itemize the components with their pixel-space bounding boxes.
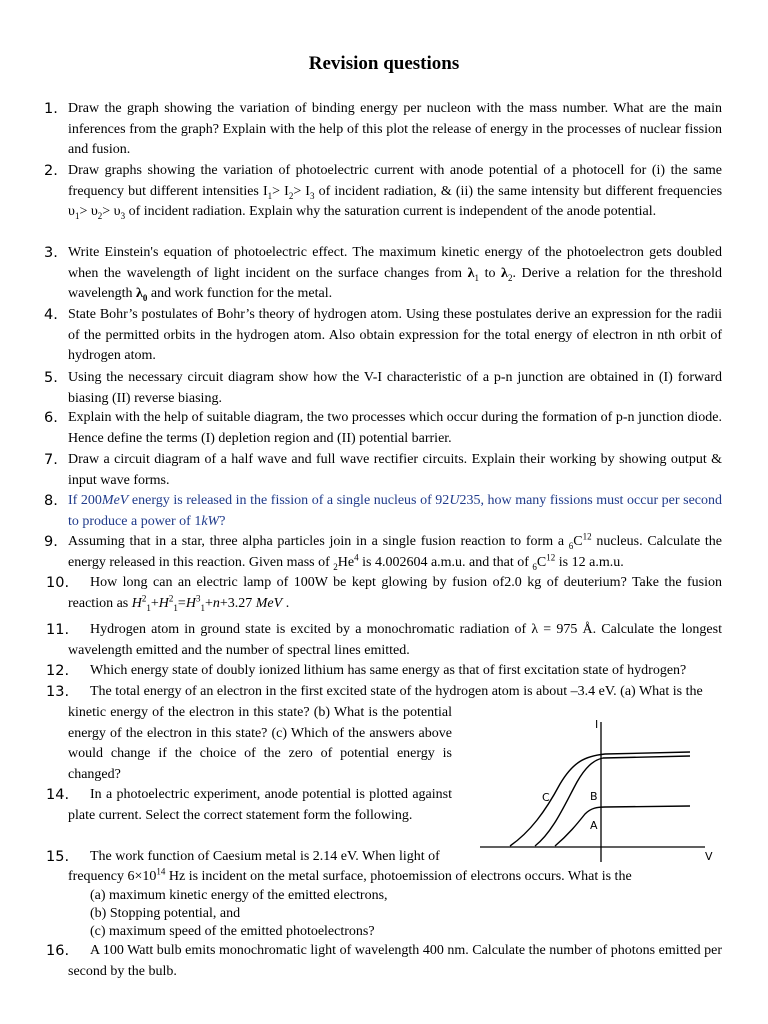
question-text: > I (293, 183, 310, 199)
question-6 (44, 408, 722, 449)
part-c: (c) maximum speed of the emitted photoelectrons? (90, 924, 375, 939)
lambda-symbol: λ (501, 265, 508, 281)
question-text: State Bohr’s postulates of Bohr’s theory of hydrogen atom. Using these postulates derive an expression for the radii of the permitted orbits in the hydrogen atom. Also obtain expression for the total energy of electron in nth orbit of hydrogen atom. (68, 307, 722, 364)
subscript: 1 (74, 210, 80, 221)
curve-a (555, 806, 690, 846)
question-text: nucleus. Calculate the energy released in this reaction. Given mass of (68, 534, 723, 570)
question-number: 13. (46, 684, 70, 700)
atomic-number: 6 (532, 561, 537, 572)
question-text: A 100 Watt bulb emits monochromatic light of wavelength 400 nm. Calculate the number of photons emitted per second by the bulb. (68, 943, 722, 979)
question-text: is 12 a.m.u. (555, 554, 624, 570)
question-text: Hydrogen atom in ground state is excited by a monochromatic radiation of λ = 975 Å. Calculate the longest wavelength emitted and the number of spectral lines emitted. (68, 622, 722, 658)
element-symbol: C (573, 534, 583, 549)
part-a: (a) maximum kinetic energy of the emitted electrons, (90, 888, 388, 903)
question-text: If 200 (68, 493, 102, 508)
unit-kw: kW (201, 513, 220, 529)
question-text: Draw a circuit diagram of a half wave and full wave rectifier circuits. Explain their working by showing output & input wave forms. (68, 452, 722, 488)
question-number: 11. (46, 622, 70, 638)
question-text: and work function for the metal. (147, 286, 333, 302)
question-text: energy is released in the fission of a single nucleus of 92 (128, 493, 450, 508)
subscript: 3 (120, 210, 126, 221)
question-text: frequency 6×10 (68, 869, 157, 884)
question-text: > I (272, 183, 289, 199)
x-axis-label: V (705, 850, 713, 863)
formula-operator: + (219, 595, 228, 611)
question-2 (44, 161, 723, 223)
subscript: 1 (200, 602, 205, 613)
question-13-continued (68, 703, 452, 785)
question-11 (46, 620, 722, 661)
question-text: 235, how many fissions must occur per second to produce a power of 1 (68, 493, 723, 529)
subscript: 3 (309, 190, 315, 201)
photoelectric-graph (475, 712, 735, 867)
subscript: 1 (267, 190, 273, 201)
question-text: Draw the graph showing the variation of binding energy per nucleon with the mass number. What are the main inferences from the graph? Explain with the help of this plot the release of energy in the processes of nuclear fission and fusion. (68, 101, 722, 158)
question-text: In a photoelectric experiment, anode potential is plotted against plate current. Select the correct statement form the following. (68, 787, 452, 823)
subscript: 0 (142, 292, 148, 303)
curve-b (535, 756, 690, 846)
page-title: Revision questions (308, 53, 460, 74)
question-text: Hz is incident on the metal surface, photoemission of electrons occurs. What is the (165, 869, 632, 884)
question-number: 1. (44, 101, 58, 117)
question-number: 8. (44, 493, 58, 509)
formula-n: n (212, 595, 220, 611)
curve-c (510, 752, 690, 846)
question-text: The work function of Caesium metal is 2.14 eV. When light of (90, 849, 440, 864)
question-text: > υ (102, 204, 121, 220)
mass-number: 12 (546, 551, 556, 562)
element-symbol: U (449, 493, 460, 508)
question-text: of incident radiation, & (ii) the same intensity but different frequencies υ (68, 183, 723, 220)
question-16 (46, 941, 722, 982)
question-number: 7. (44, 452, 58, 468)
formula-operator: = (177, 595, 186, 611)
question-number: 16. (46, 943, 70, 959)
question-number: 15. (46, 849, 70, 865)
question-text: > υ (79, 204, 98, 220)
question-15 (46, 847, 452, 868)
question-number: 2. (44, 163, 58, 179)
curve-b-label: B (590, 790, 598, 803)
superscript: 14 (156, 866, 166, 877)
question-text: . (282, 595, 290, 611)
question-text: How long can an electric lamp of 100W be kept glowing by fusion of2.0 kg of deuterium? Take the fusion reaction as (68, 575, 722, 611)
part-b: (b) Stopping potential, and (90, 906, 241, 921)
question-text: The total energy of an electron in the first excited state of the hydrogen atom is about –3.4 eV. (a) What is the (90, 684, 703, 699)
formula-h: H (131, 595, 142, 611)
element-symbol: He (337, 554, 355, 570)
subscript: 2 (507, 272, 513, 283)
unit-mev: MeV (255, 595, 283, 611)
subscript: 2 (97, 210, 103, 221)
unit-mev: MeV (101, 493, 129, 508)
question-text: . Derive a relation for the threshold wavelength (68, 265, 723, 302)
question-text: Write Einstein's equation of photoelectric effect. The maximum kinetic energy of the photoelectron gets doubled when the wavelength of light incident on the surface changes from (68, 245, 722, 281)
question-text: of incident radiation. Explain why the saturation current is independent of the anode potential. (125, 204, 657, 220)
curve-c-label: C (542, 791, 550, 804)
question-text: Which energy state of doubly ionized lithium has same energy as that of first excitation state of hydrogen? (90, 663, 687, 678)
question-text: Explain with the help of suitable diagram, the two processes which occur during the formation of p-n junction diode. Hence define the terms (I) depletion region and (II) potential barrier. (68, 410, 722, 446)
subscript: 2 (288, 190, 294, 201)
superscript: 3 (195, 592, 201, 603)
question-number: 9. (44, 534, 58, 550)
question-4 (44, 305, 722, 367)
question-text: ? (219, 513, 226, 529)
question-text: Assuming that in a star, three alpha particles join in a single fusion reaction to form a (68, 534, 569, 549)
question-number: 14. (46, 787, 70, 803)
question-1 (44, 99, 722, 161)
question-10 (46, 573, 722, 614)
question-text: to (478, 265, 502, 281)
lambda-symbol: λ (467, 265, 475, 281)
subscript: 1 (173, 602, 178, 613)
question-text: Draw graphs showing the variation of photoelectric current with anode potential of a photocell for (i) the same frequency but different intensities I (68, 163, 722, 199)
curve-a-label: A (590, 819, 598, 832)
question-number: 3. (44, 245, 58, 261)
superscript: 2 (141, 592, 147, 603)
question-text: is 4.002604 a.m.u. and that of (358, 554, 533, 570)
formula-value: 3.27 (227, 595, 253, 611)
y-axis-label: I (595, 718, 599, 731)
subscript: 1 (146, 602, 151, 613)
atomic-number: 2 (333, 561, 338, 572)
question-15-continued (68, 867, 722, 888)
subscript: 1 (474, 272, 479, 283)
question-15-parts (68, 887, 744, 941)
lambda-symbol: λ (136, 286, 143, 302)
question-text: kinetic energy of the electron in this state? (b) What is the potential energy of the electron in this state? (c) Which of the answers above would change if the choice of the zero of potential energy is changed? (68, 705, 452, 782)
formula-operator: + (150, 595, 159, 611)
question-3 (44, 243, 723, 305)
question-8 (44, 491, 723, 532)
mass-number: 4 (354, 551, 359, 562)
atomic-number: 6 (568, 540, 574, 551)
question-9 (44, 531, 723, 573)
element-symbol: C (536, 554, 547, 570)
question-number: 12. (46, 663, 70, 679)
formula-h: H (158, 595, 169, 611)
question-13 (46, 682, 722, 703)
question-text: Using the necessary circuit diagram show how the V-I characteristic of a p-n junction are obtained in (I) forward biasing (II) reverse biasing. (68, 370, 722, 406)
question-7 (44, 450, 722, 491)
question-number: 6. (44, 410, 58, 426)
formula-operator: + (204, 595, 213, 611)
question-5 (44, 368, 722, 409)
question-12 (46, 661, 722, 682)
question-number: 5. (44, 370, 58, 386)
question-number: 10. (46, 575, 70, 591)
superscript: 2 (168, 592, 174, 603)
mass-number: 12 (582, 531, 592, 542)
question-number: 4. (44, 307, 58, 323)
formula-h: H (185, 595, 196, 611)
question-14 (46, 785, 452, 826)
